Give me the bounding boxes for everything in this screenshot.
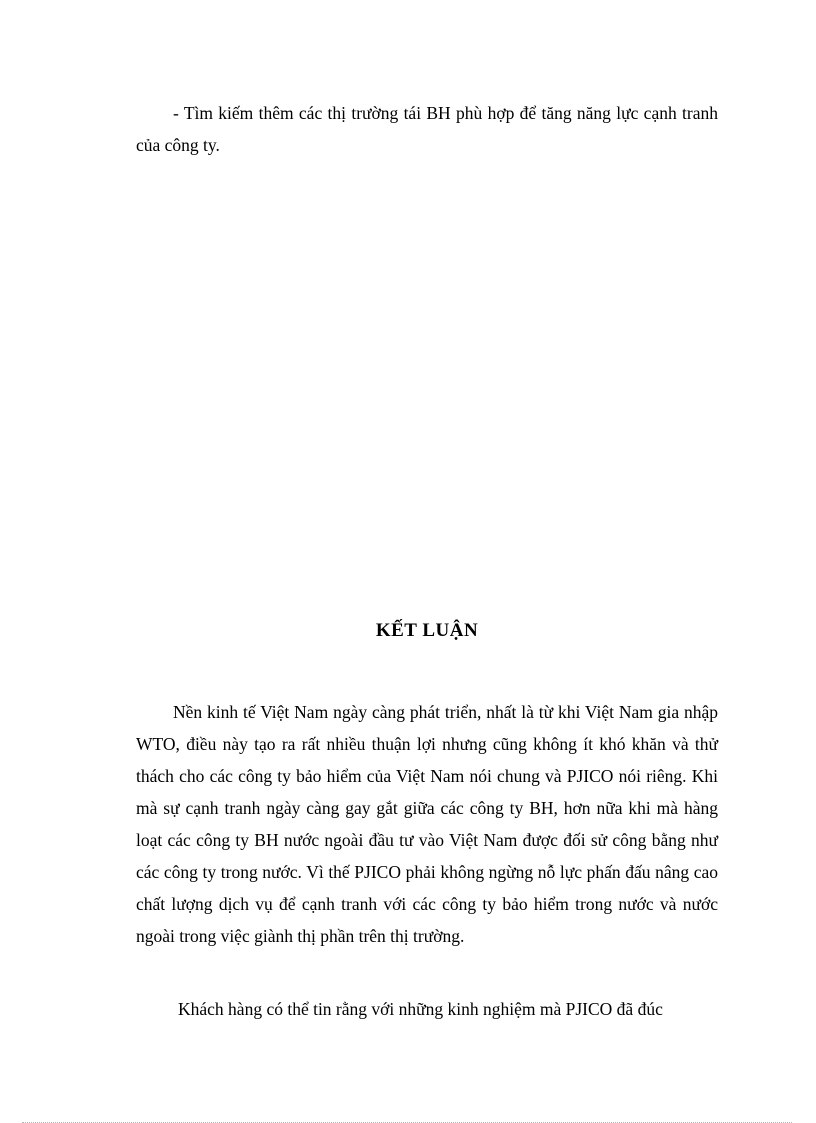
bullet-paragraph: - Tìm kiếm thêm các thị trường tái BH phù hợp để tăng năng lực cạnh tranh của công ty. (136, 103, 718, 155)
section-heading: KẾT LUẬN (375, 620, 479, 641)
conclusion-paragraph-continued: Khách hàng có thể tin rằng với những kinh nghiệm mà PJICO đã đúc (178, 999, 663, 1019)
conclusion-paragraph: Nền kinh tế Việt Nam ngày càng phát triển, nhất là từ khi Việt Nam gia nhập WTO, điều này tạo ra rất nhiều thuận lợi nhưng cũng không ít khó khăn và thử thách cho các công ty bảo hiểm của Việt Nam nói chung và PJICO nói riêng. Khi mà sự cạnh tranh ngày càng gay gắt giữa các công ty BH, hơn nữa khi mà hàng loạt các công ty BH nước ngoài đầu tư vào Việt Nam được đối sử công bằng như các công ty trong nước. Vì thế PJICO phải không ngừng nỗ lực phấn đấu nâng cao chất lượng dịch vụ để cạnh tranh với các công ty bảo hiểm trong nước và nước ngoài trong việc giành thị phần trên thị trường. (136, 702, 718, 946)
